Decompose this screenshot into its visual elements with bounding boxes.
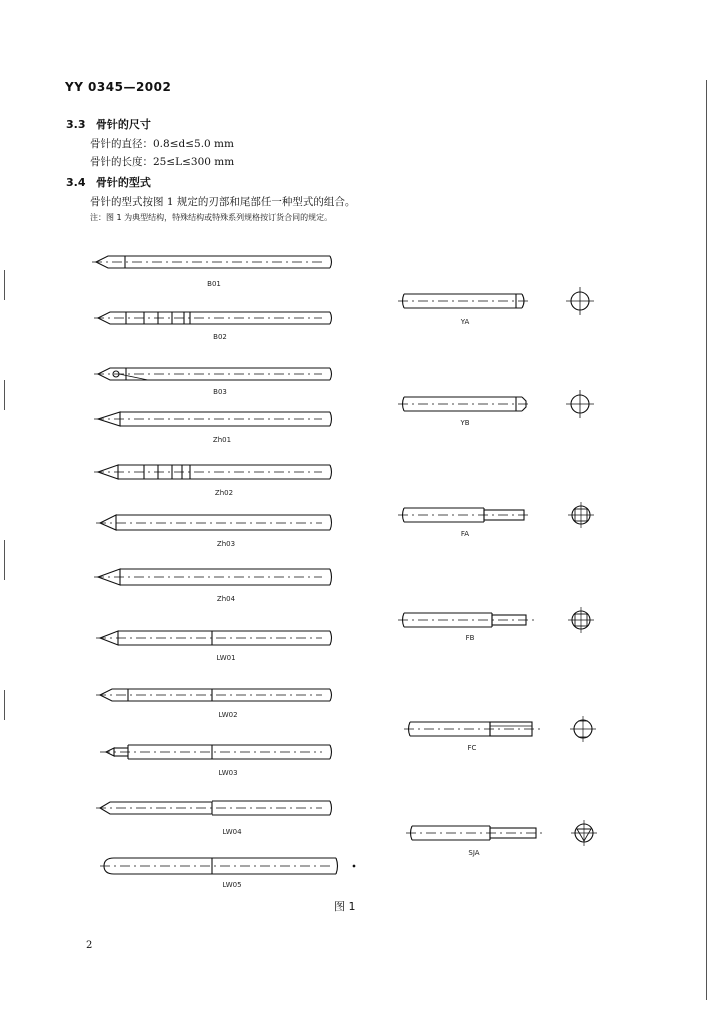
tail-yb-drawing [398, 390, 594, 418]
scan-edge-mark [4, 380, 5, 410]
pin-zh02-drawing [94, 465, 332, 479]
tail-fb-drawing [398, 607, 594, 633]
scan-edge-mark [4, 540, 5, 580]
label-lw03: LW03 [218, 769, 238, 777]
label-lw01: LW01 [216, 654, 236, 662]
scan-edge-mark [4, 270, 5, 300]
section-title: 骨针的型式 [95, 176, 151, 189]
pin-lw04-drawing [96, 801, 332, 815]
pin-b03-drawing [94, 368, 332, 380]
pin-zh04-drawing [94, 569, 332, 585]
label-lw05: LW05 [222, 881, 242, 889]
pin-b01-drawing [92, 256, 332, 268]
label-ya: YA [460, 318, 470, 326]
label-yb: YB [460, 419, 470, 427]
label-b01: B01 [207, 280, 221, 288]
label-zh02: Zh02 [214, 489, 234, 497]
section-title: 骨针的尺寸 [95, 118, 151, 131]
page-number: 2 [86, 940, 93, 951]
diameter-spec: 骨针的直径：0.8≤d≤5.0 mm [90, 138, 234, 150]
figure-note: 注：图 1 为典型结构，特殊结构或特殊系列规格按订货合同的规定。 [90, 213, 333, 222]
tail-fc-drawing [404, 716, 596, 742]
tail-ya-drawing [398, 287, 594, 315]
label-lw04: LW04 [222, 828, 242, 836]
pin-lw01-drawing [96, 631, 332, 645]
pin-zh03-drawing [96, 515, 332, 530]
pin-lw05-drawing [100, 858, 355, 874]
label-b02: B02 [213, 333, 227, 341]
scan-edge-mark [4, 690, 5, 720]
label-b03: B03 [213, 388, 227, 396]
label-lw02: LW02 [218, 711, 238, 719]
tail-sja-drawing [406, 820, 597, 846]
label-zh03: Zh03 [216, 540, 236, 548]
label-zh04: Zh04 [216, 595, 236, 603]
pin-lw03-drawing [100, 745, 332, 759]
section-number: 3.3 [66, 118, 86, 131]
pin-zh01-drawing [94, 412, 332, 426]
tail-fa-drawing [398, 502, 594, 528]
section-number: 3.4 [66, 176, 86, 189]
label-fb: FB [465, 634, 475, 642]
pin-lw02-drawing [96, 689, 332, 701]
figure-caption: 图 1 [334, 900, 356, 913]
label-fc: FC [467, 744, 477, 752]
scan-edge-mark [706, 80, 707, 1000]
type-description: 骨针的型式按图 1 规定的刃部和尾部任一种型式的组合。 [90, 196, 356, 208]
standard-code: YY 0345—2002 [65, 80, 172, 94]
label-zh01: Zh01 [212, 436, 232, 444]
pin-b02-drawing [94, 312, 332, 324]
label-sja: SJA [468, 849, 480, 857]
label-fa: FA [460, 530, 470, 538]
length-spec: 骨针的长度：25≤L≤300 mm [90, 156, 235, 168]
